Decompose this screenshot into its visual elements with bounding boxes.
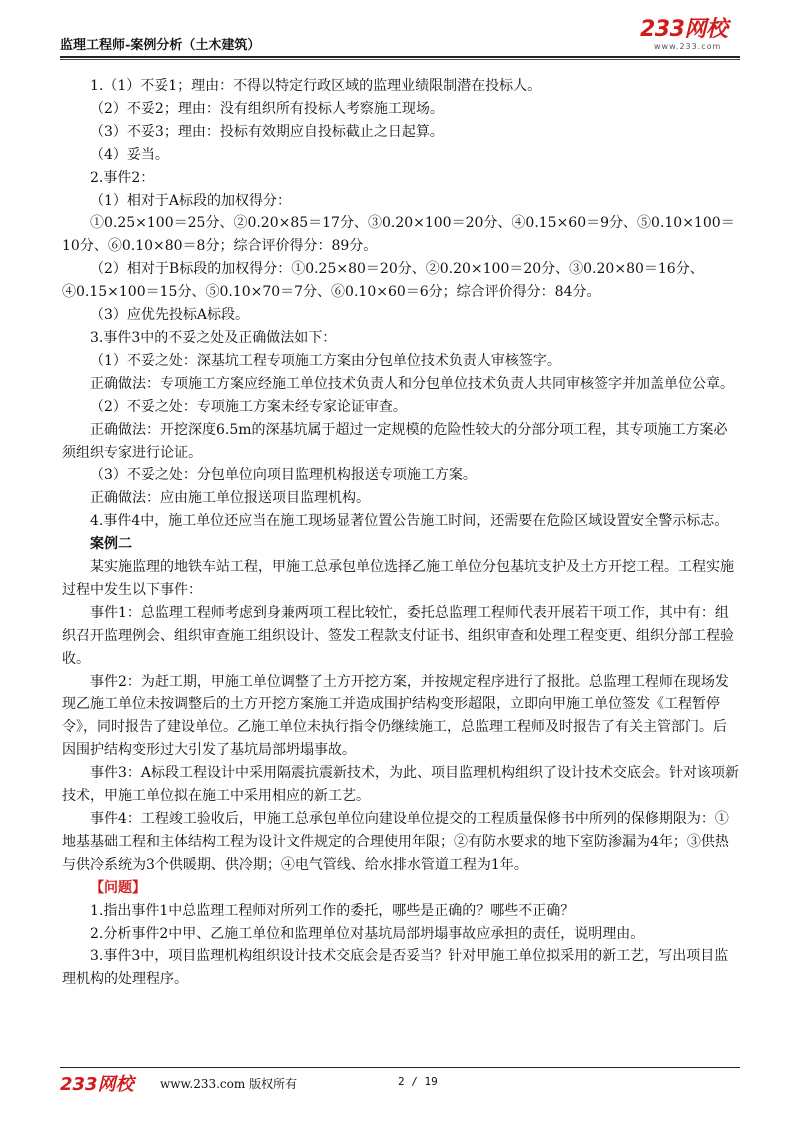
case-2-event-4: 事件4：工程竣工验收后，甲施工总承包单位向建设单位提交的工程质量保修书中所列的保修期限为：①地基基础工程和主体结构工程为设计文件规定的合理使用年限；②有防水要求的地下室防渗漏为4年；③供热与供冷系统为3个供暖期、供冷期；④电气管线、给水排水管道工程为1年。	[62, 811, 729, 873]
page-header	[60, 18, 740, 54]
answer-3-1-correct: 正确做法：专项施工方案应经施工单位技术负责人和分包单位技术负责人共同审核签字并加盖单位公章。	[90, 375, 734, 392]
answer-3-2-issue: （2）不妥之处：专项施工方案未经专家论证审查。	[90, 398, 407, 415]
answer-1-4: （4）妥当。	[90, 146, 169, 163]
answer-1-3: （3）不妥3；理由：投标有效期应自投标截止之日起算。	[90, 123, 444, 140]
questions-heading: 【问题】	[90, 879, 146, 896]
header-divider-thin	[60, 59, 740, 60]
case-2-event-2: 事件2：为赶工期，甲施工单位调整了土方开挖方案，并按规定程序进行了报批。总监理工程师在现场发现乙施工单位未按调整后的土方开挖方案施工并造成围护结构变形超限，立即向甲施工单位签发《工程暂停令》，同时报告了建设单位。乙施工单位未执行指令仍继续施工，总监理工程师及时报告了有关主管部门。后因围护结构变形过大引发了基坑局部坍塌事故。	[62, 673, 729, 759]
document-title: 监理工程师-案例分析（土木建筑）	[60, 38, 261, 53]
footer-logo: 233网校	[60, 1074, 134, 1095]
answer-3-heading: 3.事件3中的不妥之处及正确做法如下：	[90, 329, 337, 346]
question-1: 1.指出事件1中总监理工程师对所列工作的委托，哪些是正确的？哪些不正确？	[90, 902, 575, 919]
case-2-event-1: 事件1：总监理工程师考虑到身兼两项工程比较忙，委托总监理工程师代表开展若干项工作，其中有：组织召开监理例会、组织审查施工组织设计、签发工程款支付证书、组织审查和处理工程变更、组织分部工程验收。	[62, 604, 734, 667]
answer-2-3: （3）应优先投标A标段。	[90, 307, 250, 324]
answer-2-1-scores: ①0.25×100＝25分、②0.20×85＝17分、③0.20×100＝20分、④0.15×60＝9分、⑤0.10×100＝10分、⑥0.10×80＝8分；综合评价得分：89分。	[62, 215, 735, 255]
answer-2-heading: 2.事件2：	[90, 169, 155, 186]
document-body	[62, 75, 740, 991]
answer-4: 4.事件4中，施工单位还应当在施工现场显著位置公告施工时间，还需要在危险区域设置安全警示标志。	[90, 513, 729, 530]
case-2-title: 案例二	[90, 536, 132, 553]
footer-copyright: www.233.com 版权所有	[160, 1077, 298, 1091]
page-footer	[60, 1070, 740, 1096]
logo-text: 233网校	[640, 17, 728, 42]
answer-2-2-scores: （2）相对于B标段的加权得分：①0.25×80＝20分、②0.20×100＝20分、③0.20×80＝16分、④0.15×100＝15分、⑤0.10×70＝7分、⑥0.10×60＝6分；综合评价得分：84分。	[62, 261, 704, 301]
answer-1-2: （2）不妥2；理由：没有组织所有投标人考察施工现场。	[90, 100, 444, 117]
question-2: 2.分析事件2中甲、乙施工单位和监理单位对基坑局部坍塌事故应承担的责任，说明理由。	[90, 925, 645, 942]
answer-3-2-correct: 正确做法：开挖深度6.5m的深基坑属于超过一定规模的危险性较大的分部分项工程，其专项施工方案必须组织专家进行论证。	[62, 421, 728, 461]
answer-2-1-heading: （1）相对于A标段的加权得分：	[90, 192, 292, 209]
brand-logo	[640, 18, 740, 52]
answer-3-3-correct: 正确做法：应由施工单位报送项目监理机构。	[90, 490, 370, 507]
answer-1-1: 1.（1）不妥1；理由：不得以特定行政区域的监理业绩限制潜在投标人。	[90, 78, 542, 94]
logo-url: www.233.com	[654, 42, 722, 51]
answer-3-1-issue: （1）不妥之处：深基坑工程专项施工方案由分包单位技术负责人审核签字。	[90, 352, 561, 369]
footer-divider	[60, 1067, 740, 1068]
question-3: 3.事件3中，项目监理机构组织设计技术交底会是否妥当？针对甲施工单位拟采用的新工艺，写出项目监理机构的处理程序。	[62, 948, 729, 988]
answer-3-3-issue: （3）不妥之处：分包单位向项目监理机构报送专项施工方案。	[90, 467, 477, 484]
header-divider	[60, 56, 740, 58]
case-2-intro: 某实施监理的地铁车站工程，甲施工总承包单位选择乙施工单位分包基坑支护及土方开挖工程。工程实施过程中发生以下事件：	[62, 559, 734, 598]
case-2-event-3: 事件3：A标段工程设计中采用隔震抗震新技术，为此、项目监理机构组织了设计技术交底会。针对该项新技术，甲施工单位拟在施工中采用相应的新工艺。	[62, 765, 740, 805]
page-number: 2 / 19	[398, 1075, 438, 1088]
